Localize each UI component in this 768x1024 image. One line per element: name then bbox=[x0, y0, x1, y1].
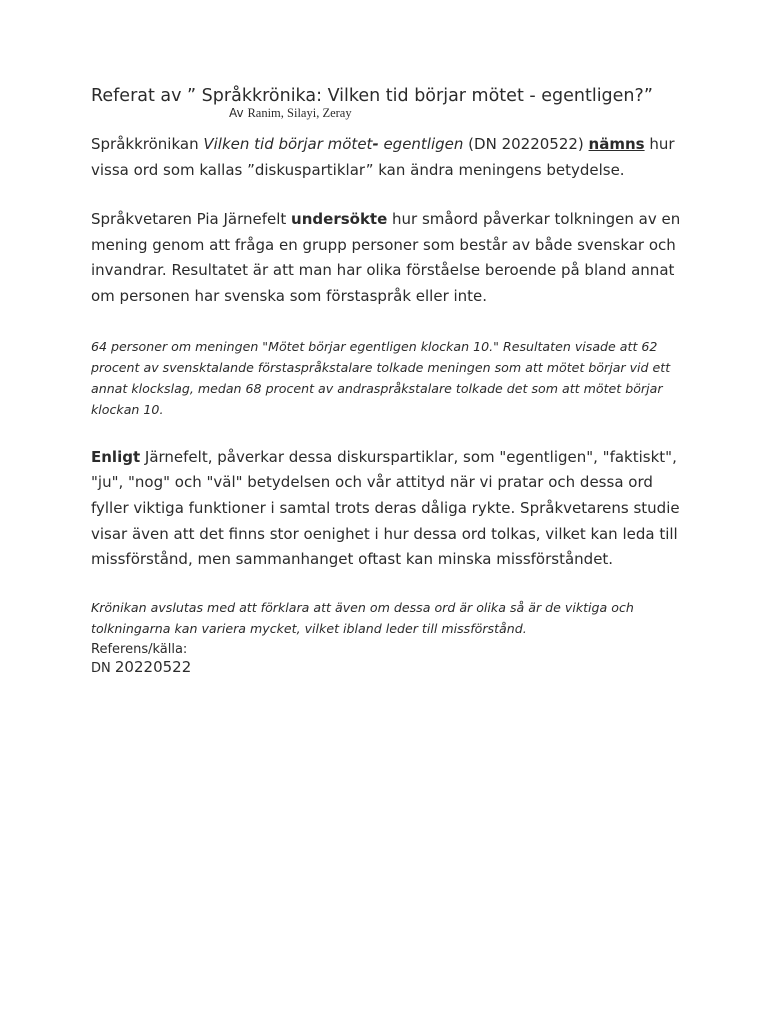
reference-source: DN bbox=[91, 661, 111, 677]
paragraph-intro bbox=[91, 132, 691, 183]
article-title-rest: egentligen bbox=[378, 135, 464, 153]
reference-value bbox=[91, 658, 691, 678]
paragraph-particles bbox=[91, 445, 691, 573]
reference-label: Referens/källa: bbox=[91, 642, 188, 658]
reference-date: 20220522 bbox=[114, 658, 192, 677]
byline-prefix: Av bbox=[229, 106, 244, 120]
intro-source: (DN 20220522) bbox=[463, 135, 589, 153]
document-page bbox=[91, 84, 691, 678]
document-title: Referat av ” Språkkrönika: Vilken tid börjar mötet - egentligen?” bbox=[91, 86, 653, 106]
byline bbox=[229, 106, 352, 120]
study-text-start: Språkvetaren Pia Järnefelt bbox=[91, 210, 292, 229]
italic-results: 64 personer om meningen "Mötet börjar egentligen klockan 10." Resultaten visade att 62 procent av svensktalande förstaspråkstalare tolkade meningen som att mötet börjar vid ett annat klockslag, medan 68 procent av andraspråkstalare tolkade det som att mötet börjar klockan 10. bbox=[91, 338, 671, 418]
particles-bold-word: Enligt bbox=[91, 447, 141, 466]
byline-authors: Ranim, Silayi, Zeray bbox=[247, 106, 352, 120]
study-bold-word: undersökte bbox=[291, 210, 388, 229]
article-title: Vilken tid börjar mötet bbox=[203, 135, 373, 153]
intro-text-end: hur vissa ord som kallas ”diskuspartiklar” kan ändra meningens betydelse. bbox=[91, 135, 675, 179]
paragraph-study bbox=[91, 207, 691, 309]
article-title-dash: - bbox=[372, 135, 379, 153]
italic-conclusion: Krönikan avslutas med att förklara att även om dessa ord är olika så är de viktiga och tolkningarna kan variera mycket, vilket ibland leder till missförstånd. bbox=[91, 599, 634, 637]
study-text-end: hur småord påverkar tolkningen av en mening genom att fråga en grupp personer som består av både svenskar och invandrar. Resultatet är att man har olika förståelse beroende på bland annat om personen har svenska som förstaspråk eller inte. bbox=[91, 210, 681, 305]
intro-text-start: Språkkrönikan bbox=[91, 135, 204, 153]
particles-text: Järnefelt, påverkar dessa diskurspartiklar, som "egentligen", "faktiskt", "ju", "nog" och "väl" betydelsen och vår attityd när vi pratar och dessa ord fyller viktiga funktioner i samtal trots deras dåliga rykte. Språkvetarens studie visar även att det finns stor oenighet i hur dessa ord tolkas, vilket kan leda till missförstånd, men sammanhanget oftast kan minska missförståndet. bbox=[91, 447, 680, 569]
intro-bold-word: nämns bbox=[588, 135, 645, 153]
